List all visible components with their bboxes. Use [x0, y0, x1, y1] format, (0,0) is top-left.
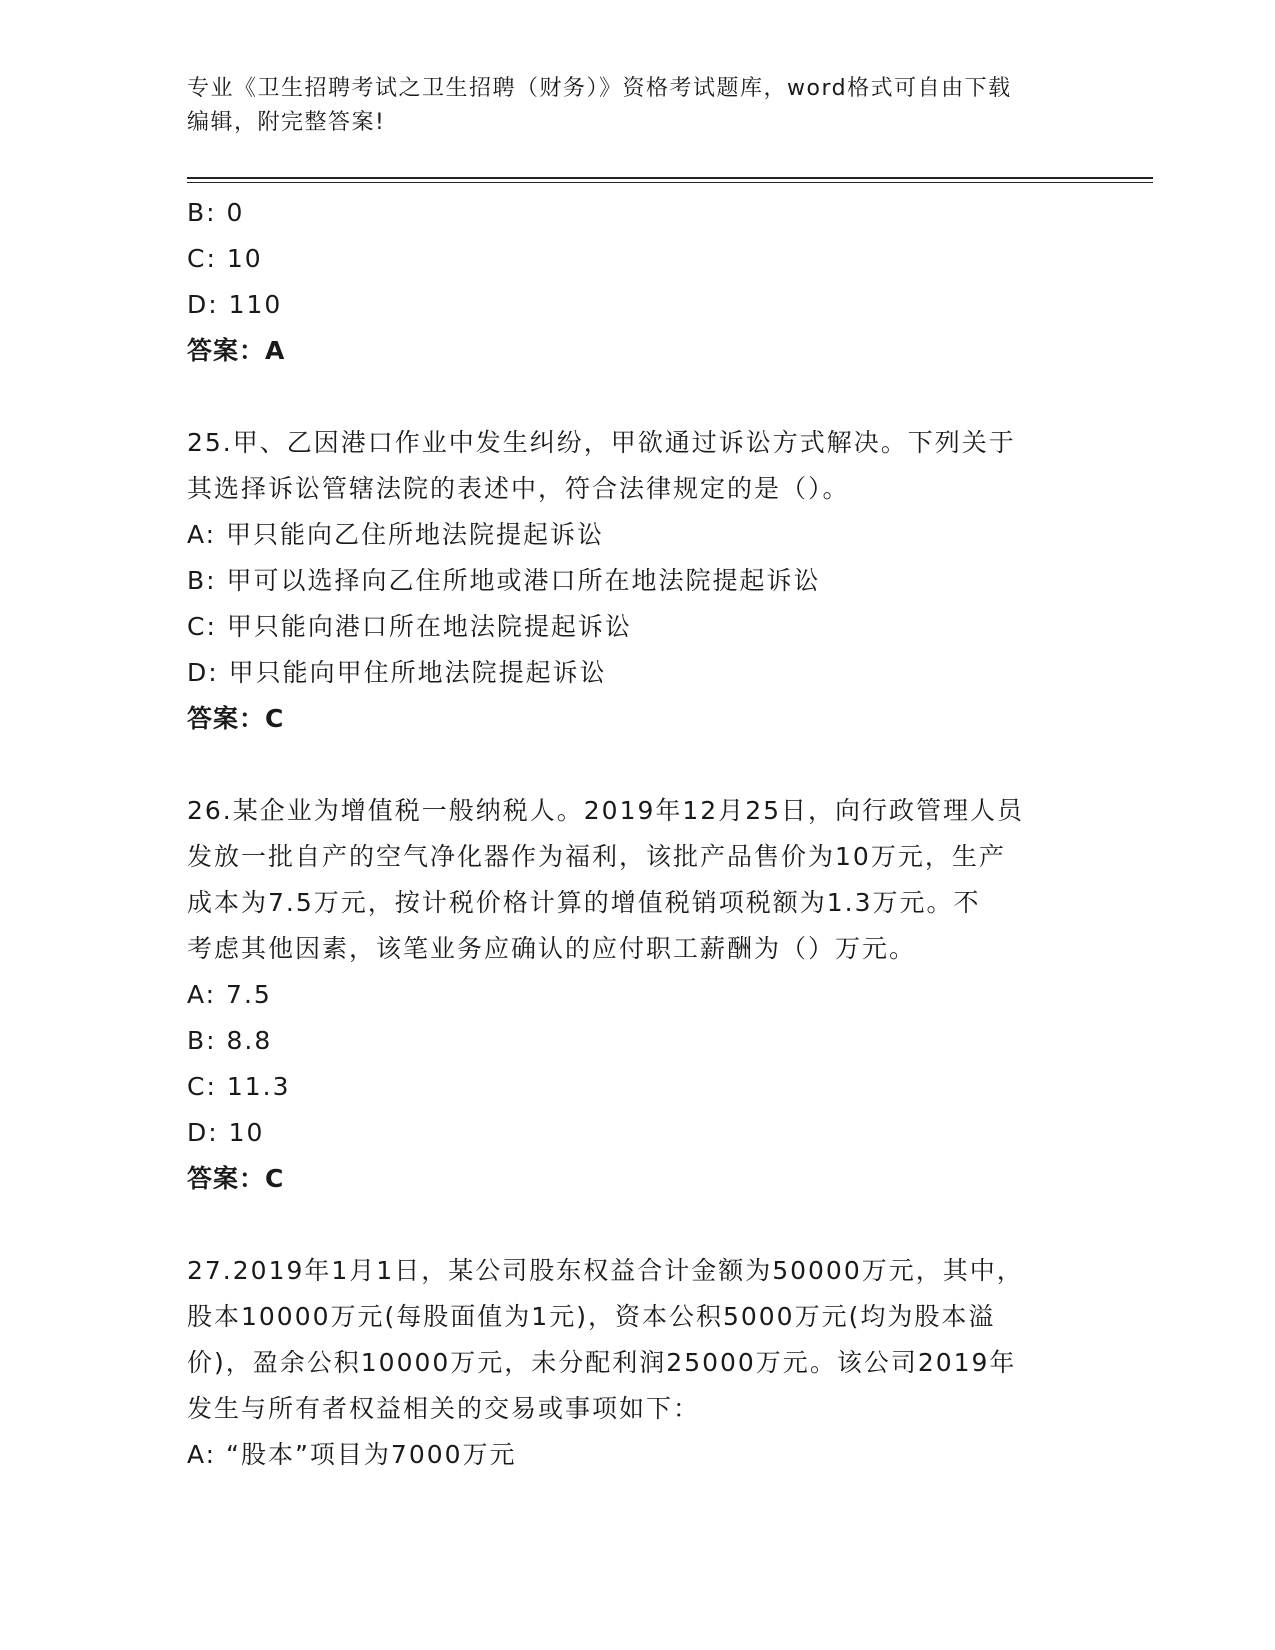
q27-stem-line-1: 27.2019年1月1日，某公司股东权益合计金额为50000万元，其中， [187, 1256, 1024, 1285]
q24-option-b: B: 0 [187, 198, 245, 227]
q24-option-c: C: 10 [187, 244, 263, 273]
q25-option-d: D: 甲只能向甲住所地法院提起诉讼 [187, 658, 607, 687]
q26-option-d: D: 10 [187, 1118, 265, 1147]
q24-option-d: D: 110 [187, 290, 283, 319]
q26-option-b: B: 8.8 [187, 1026, 273, 1055]
q25-stem-line-2: 其选择诉讼管辖法院的表述中，符合法律规定的是（）。 [187, 474, 850, 503]
q26-stem-line-4: 考虑其他因素，该笔业务应确认的应付职工薪酬为（）万元。 [187, 934, 917, 963]
spacer [187, 742, 1087, 788]
q24-answer: 答案：A [187, 336, 286, 365]
q26-option-a: A: 7.5 [187, 980, 272, 1009]
question-26 [187, 788, 1087, 1202]
q27-option-a: A: “股本”项目为7000万元 [187, 1440, 517, 1469]
header-line-1: 专业《卫生招聘考试之卫生招聘（财务）》资格考试题库，word格式可自由下载 [187, 76, 1012, 101]
q26-stem-line-3: 成本为7.5万元，按计税价格计算的增值税销项税额为1.3万元。不 [187, 888, 981, 917]
header-line-2: 编辑，附完整答案! [187, 110, 386, 135]
q27-stem-line-3: 价)，盈余公积10000万元，未分配利润25000万元。该公司2019年 [187, 1348, 1017, 1377]
spacer [187, 1202, 1087, 1248]
q27-stem-line-2: 股本10000万元(每股面值为1元)，资本公积5000万元(均为股本溢 [187, 1302, 996, 1331]
question-27 [187, 1248, 1087, 1478]
q27-stem-line-4: 发生与所有者权益相关的交易或事项如下： [187, 1394, 701, 1423]
q26-answer: 答案：C [187, 1164, 285, 1193]
header-divider-thick [187, 177, 1153, 179]
q25-option-b: B: 甲可以选择向乙住所地或港口所在地法院提起诉讼 [187, 566, 821, 595]
document-content [187, 190, 1087, 1478]
q26-stem-line-2: 发放一批自产的空气净化器作为福利，该批产品售价为10万元，生产 [187, 842, 1006, 871]
q26-option-c: C: 11.3 [187, 1072, 291, 1101]
spacer [187, 374, 1087, 420]
q25-answer: 答案：C [187, 704, 285, 733]
header-divider-thin [187, 182, 1153, 183]
q25-option-a: A: 甲只能向乙住所地法院提起诉讼 [187, 520, 605, 549]
q25-option-c: C: 甲只能向港口所在地法院提起诉讼 [187, 612, 632, 641]
question-24 [187, 190, 1087, 374]
q25-stem-line-1: 25.甲、乙因港口作业中发生纠纷，甲欲通过诉讼方式解决。下列关于 [187, 428, 1016, 457]
question-25 [187, 420, 1087, 742]
q26-stem-line-1: 26.某企业为增值税一般纳税人。2019年12月25日，向行政管理人员 [187, 796, 1025, 825]
document-header [187, 72, 1087, 140]
